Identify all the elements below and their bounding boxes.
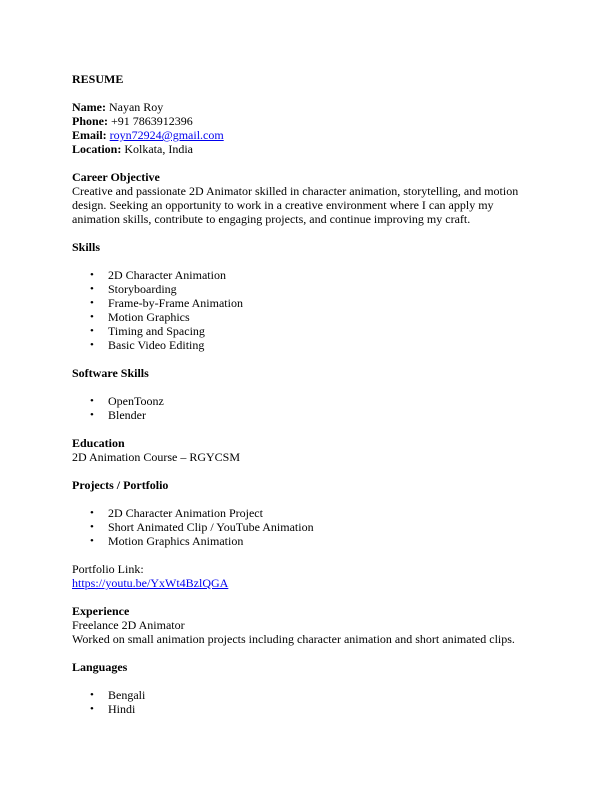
email-label: Email: <box>72 128 107 142</box>
skill-text: Frame-by-Frame Animation <box>108 296 243 310</box>
bullet-icon: • <box>90 521 94 533</box>
list-item <box>72 324 542 338</box>
skills-list <box>72 268 542 352</box>
experience-description: Worked on small animation projects including character animation and short animated clips. <box>72 632 515 646</box>
email-link[interactable]: royn72924@gmail.com <box>109 128 224 142</box>
portfolio-link[interactable]: https://youtu.be/YxWt4BzlQGA <box>72 576 229 590</box>
language-text: Hindi <box>108 702 136 716</box>
portfolio-label: Portfolio Link: <box>72 562 144 576</box>
bullet-icon: • <box>90 325 94 337</box>
project-text: Motion Graphics Animation <box>108 534 244 548</box>
bullet-icon: • <box>90 395 94 407</box>
objective-line: Creative and passionate 2D Animator skilled in character animation, storytelling, and motion <box>72 184 519 198</box>
list-item <box>72 268 542 282</box>
skill-text: Motion Graphics <box>108 310 190 324</box>
software-text: OpenToonz <box>108 394 164 408</box>
list-item <box>72 296 542 310</box>
bullet-icon: • <box>90 283 94 295</box>
project-text: Short Animated Clip / YouTube Animation <box>108 520 314 534</box>
skill-text: 2D Character Animation <box>108 268 226 282</box>
software-section <box>72 366 542 422</box>
objective-line: design. Seeking an opportunity to work in a creative environment where I can apply my <box>72 198 494 212</box>
portfolio-block <box>72 562 542 590</box>
resume-content <box>72 72 542 716</box>
projects-list <box>72 506 542 548</box>
objective-line: animation skills, contribute to engaging projects, and continue improving my craft. <box>72 212 471 226</box>
phone-value: +91 7863912396 <box>111 114 193 128</box>
list-item <box>72 520 542 534</box>
experience-heading: Experience <box>72 604 130 618</box>
location-line <box>72 142 542 156</box>
phone-line <box>72 114 542 128</box>
skills-heading: Skills <box>72 240 101 254</box>
list-item <box>72 338 542 352</box>
location-value: Kolkata, India <box>124 142 193 156</box>
experience-role: Freelance 2D Animator <box>72 618 185 632</box>
list-item <box>72 702 542 716</box>
software-list <box>72 394 542 422</box>
skill-text: Timing and Spacing <box>108 324 205 338</box>
languages-list <box>72 688 542 716</box>
objective-section <box>72 170 542 226</box>
bullet-icon: • <box>90 409 94 421</box>
bullet-icon: • <box>90 689 94 701</box>
software-text: Blender <box>108 408 146 422</box>
bullet-icon: • <box>90 339 94 351</box>
skill-text: Storyboarding <box>108 282 177 296</box>
software-heading: Software Skills <box>72 366 149 380</box>
bullet-icon: • <box>90 311 94 323</box>
bullet-icon: • <box>90 297 94 309</box>
education-heading: Education <box>72 436 125 450</box>
experience-section <box>72 604 542 646</box>
projects-section <box>72 478 542 590</box>
list-item <box>72 688 542 702</box>
document-title: RESUME <box>72 72 124 86</box>
location-label: Location: <box>72 142 122 156</box>
name-value: Nayan Roy <box>108 100 164 114</box>
contact-block <box>72 100 542 156</box>
project-text: 2D Character Animation Project <box>108 506 263 520</box>
portfolio-link-line <box>72 576 542 590</box>
bullet-icon: • <box>90 535 94 547</box>
list-item <box>72 534 542 548</box>
skills-section <box>72 240 542 352</box>
education-text: 2D Animation Course – RGYCSM <box>72 450 241 464</box>
name-label: Name: <box>72 100 106 114</box>
objective-heading: Career Objective <box>72 170 160 184</box>
languages-section <box>72 660 542 716</box>
language-text: Bengali <box>108 688 146 702</box>
list-item <box>72 408 542 422</box>
bullet-icon: • <box>90 269 94 281</box>
name-line <box>72 100 542 114</box>
list-item <box>72 394 542 408</box>
email-line <box>72 128 542 142</box>
list-item <box>72 282 542 296</box>
list-item <box>72 506 542 520</box>
bullet-icon: • <box>90 703 94 715</box>
languages-heading: Languages <box>72 660 128 674</box>
education-section <box>72 436 542 464</box>
phone-label: Phone: <box>72 114 108 128</box>
skill-text: Basic Video Editing <box>108 338 205 352</box>
list-item <box>72 310 542 324</box>
projects-heading: Projects / Portfolio <box>72 478 169 492</box>
bullet-icon: • <box>90 507 94 519</box>
